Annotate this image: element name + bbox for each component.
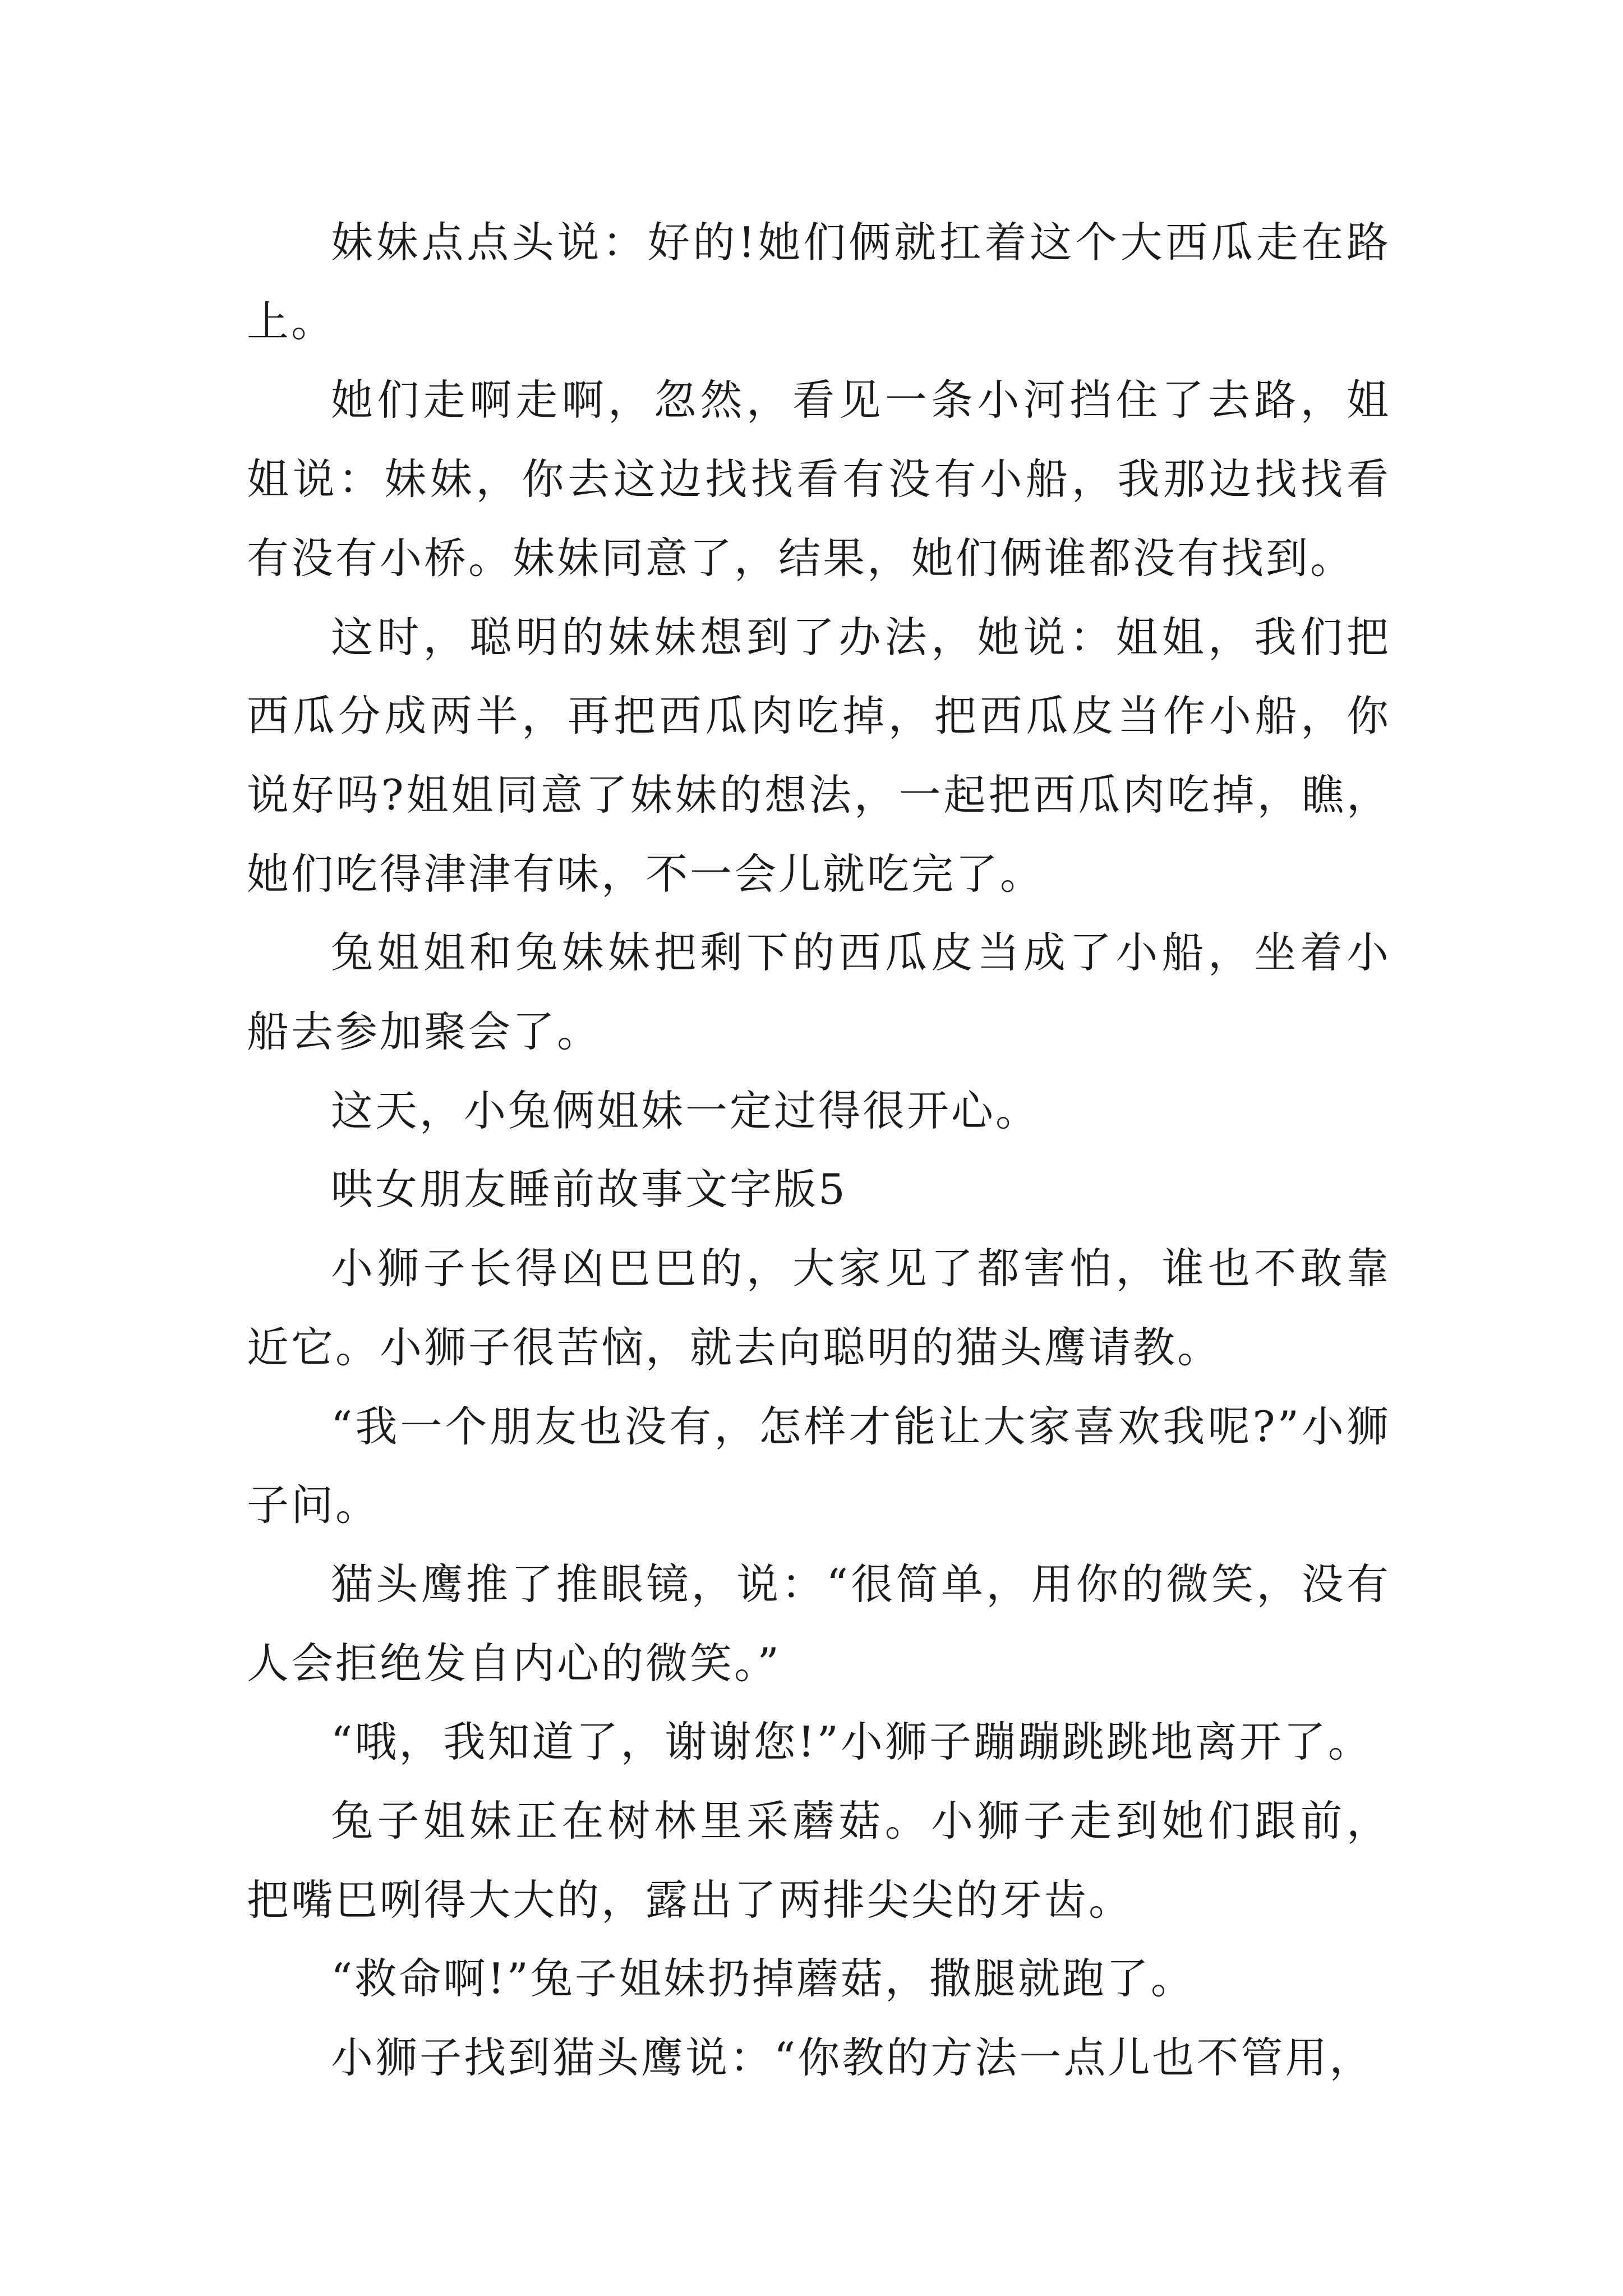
- section-heading: 哄女朋友睡前故事文字版5: [331, 1165, 847, 1214]
- paragraph: 小狮子长得凶巴巴的，大家见了都害怕，谁也不敢靠近它。小狮子很苦恼，就去向聪明的猫头鹰请教。: [247, 1244, 1391, 1372]
- document-body: [247, 203, 1391, 2097]
- paragraph: 这天，小兔俩姐妹一定过得很开心。: [331, 1085, 1040, 1135]
- paragraph: “哦，我知道了，谢谢您!”小狮子蹦蹦跳跳地离开了。: [331, 1717, 1372, 1767]
- paragraph: 猫头鹰推了推眼镜，说：“很简单，用你的微笑，没有人会拒绝发自内心的微笑。”: [247, 1559, 1391, 1688]
- paragraph: 兔子姐妹正在树林里采蘑菇。小狮子走到她们跟前，把嘴巴咧得大大的，露出了两排尖尖的牙齿。: [247, 1796, 1391, 1925]
- paragraph: “救命啊!”兔子姐妹扔掉蘑菇，撒腿就跑了。: [331, 1954, 1195, 2004]
- paragraph: 这时，聪明的妹妹想到了办法，她说：姐姐，我们把西瓜分成两半，再把西瓜肉吃掉，把西瓜皮当作小船，你说好吗?姐姐同意了妹妹的想法，一起把西瓜肉吃掉，瞧，她们吃得津津有味，不一会儿就吃完了。: [247, 612, 1391, 899]
- paragraph: 她们走啊走啊，忽然，看见一条小河挡住了去路，姐姐说：妹妹，你去这边找找看有没有小船，我那边找找看有没有小桥。妹妹同意了，结果，她们俩谁都没有找到。: [247, 375, 1391, 583]
- paragraph: 兔姐姐和兔妹妹把剩下的西瓜皮当成了小船，坐着小船去参加聚会了。: [247, 928, 1391, 1057]
- paragraph: “我一个朋友也没有，怎样才能让大家喜欢我呢?”小狮子问。: [247, 1401, 1391, 1530]
- paragraph: 小狮子找到猫头鹰说：“你教的方法一点儿也不管用，: [331, 2033, 1374, 2083]
- paragraph: 妹妹点点头说：好的!她们俩就扛着这个大西瓜走在路上。: [247, 218, 1391, 346]
